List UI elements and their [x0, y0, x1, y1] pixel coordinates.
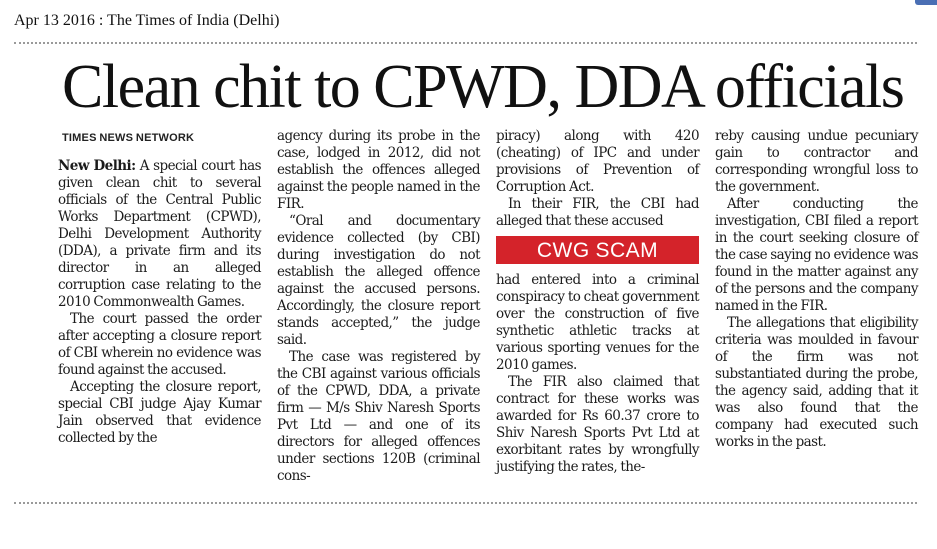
paragraph — [58, 158, 261, 311]
paragraph: The court passed the order after accepting a closure report of CBI wherein no evidence was found against the accused. — [58, 311, 261, 378]
cwg-scam-tag — [496, 236, 699, 264]
article-column-2 — [277, 128, 480, 485]
paragraph: Accepting the closure report, special CBI judge Ajay Kumar Jain observed that evidence collected by the — [58, 379, 261, 446]
paragraph: agency during its probe in the case, lodged in 2012, did not establish the offences alleged against the people named in the FIR. — [277, 128, 480, 212]
paragraph-text: A special court has given clean chit to several officials of the Central Public Works Department (CPWD), Delhi Development Authority (DDA), a private firm and its director in an alleged corruption case relating to the 2010 Commonwealth Games. — [58, 158, 261, 310]
paragraph: reby causing undue pecuniary gain to contractor and corresponding wrongful loss to the government. — [715, 128, 918, 195]
bottom-divider — [14, 502, 917, 504]
article-column-1 — [58, 128, 261, 447]
byline: TIMES NEWS NETWORK — [62, 132, 195, 144]
tag-label: CWG SCAM — [536, 238, 659, 262]
article-column-4 — [715, 128, 918, 451]
paragraph: In their FIR, the CBI had alleged that these accused — [496, 196, 699, 229]
article-column-3 — [496, 128, 699, 476]
paragraph: “Oral and documentary evidence collected (by CBI) during investigation do not establish the alleged offence against the accused persons. Accordingly, the closure report stands accepted,” the judge said. — [277, 213, 480, 348]
paragraph: had entered into a criminal conspiracy to cheat government over the construction of five synthetic athletic tracks at various sporting venues for the 2010 games. — [496, 272, 699, 373]
source-dateline: Apr 13 2016 : The Times of India (Delhi) — [14, 12, 280, 29]
city-dateline: New Delhi: — [58, 158, 136, 174]
article-headline: Clean chit to CPWD, DDA officials — [62, 53, 904, 121]
top-divider — [14, 42, 917, 44]
paragraph: The FIR also claimed that contract for these works was awarded for Rs 60.37 crore to Shiv Naresh Sports Pvt Ltd at exorbitant rates by wrongfully justifying the rates, the- — [496, 374, 699, 475]
paragraph: The case was registered by the CBI against various officials of the CPWD, DDA, a private firm — M/s Shiv Naresh Sports Pvt Ltd — and one of its directors for alleged offences under sections 120B (criminal cons- — [277, 349, 480, 484]
share-icon[interactable] — [915, 0, 937, 5]
paragraph: After conducting the investigation, CBI filed a report in the court seeking closure of the case saying no evidence was found in the matter against any of the persons and the company named in the FIR. — [715, 196, 918, 314]
paragraph: piracy) along with 420 (cheating) of IPC and under provisions of Prevention of Corruption Act. — [496, 128, 699, 195]
paragraph: The allegations that eligibility criteria was moulded in favour of the firm was not substantiated during the probe, the agency said, adding that it was also found that the company had executed such works in the past. — [715, 315, 918, 450]
